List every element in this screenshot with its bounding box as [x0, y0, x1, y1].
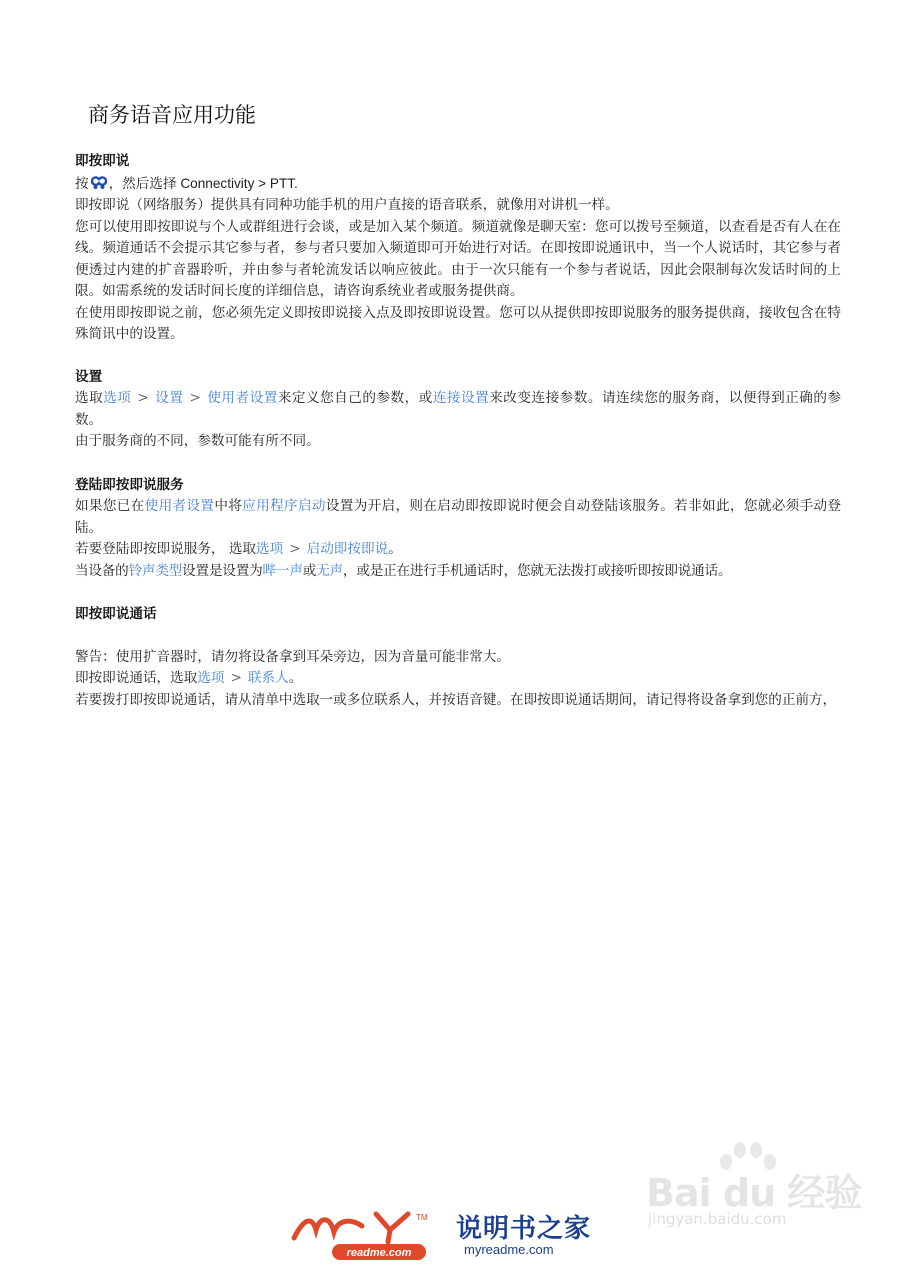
logo-badge-text: readme.com: [346, 1247, 412, 1259]
paragraph: 若要登陆即按即说服务， 选取选项 > 启动即按即说。: [75, 541, 402, 557]
link-contacts[interactable]: 联系人: [247, 670, 289, 686]
path-separator: >: [289, 541, 301, 557]
paragraph: 选取选项 > 设置 > 使用者设置来定义您自己的参数，或连接设置来改变连接参数。请连续您的服务商，以便得到正确的参数。: [75, 390, 842, 428]
paragraph: 在使用即按即说之前，您必须先定义即按即说接入点及即按即说设置。您可以从提供即按即说服务的服务提供商，接收包含在特殊简讯中的设置。: [75, 304, 841, 342]
section-heading-ptt-calls: 即按即说通话: [75, 606, 157, 622]
link-ringing-type[interactable]: 铃声类型: [128, 562, 183, 579]
link-silent[interactable]: 无声: [316, 562, 343, 579]
logo-cn-title: 说明书之家: [456, 1214, 592, 1244]
paragraph: 当设备的铃声类型设置是设置为哔一声或无声，或是正在进行手机通话时，您就无法拨打或接听即按即说通话。: [75, 562, 732, 579]
paragraph: 您可以使用即按即说与个人或群组进行会谈，或是加入某个频道。频道就像是聊天室：您可以拨号至频道，以查看是否有人在在线。频道通话不会提示其它参与者，参与者只要加入频道即可开始进行对话。在即按即说通讯中，当一个人说话时，其它参与者便透过内建的扩音器聆听，并由参与者轮流发话以响应彼此。由于一次只能有一个参与者说话，因此会限制每次发话时间的上限。如需系统的发话时间长度的详细信息，请咨询系统业者或服务提供商。: [75, 218, 841, 299]
path-separator: >: [137, 390, 149, 406]
page-title: 商务语音应用功能: [88, 103, 256, 127]
path-separator: >: [189, 390, 201, 406]
link-options[interactable]: 选项: [103, 390, 132, 406]
path-separator: >: [230, 670, 242, 686]
watermark-brand: Bai du 经验: [646, 1171, 862, 1215]
logo-cn-url: myreadme.com: [464, 1242, 554, 1257]
watermark-url: jingyan.baidu.com: [648, 1210, 787, 1228]
link-connection-settings[interactable]: 连接设置: [432, 390, 490, 406]
link-settings[interactable]: 设置: [154, 390, 184, 406]
section-heading-ptt: 即按即说: [75, 153, 130, 169]
section-heading-login: 登陆即按即说服务: [75, 476, 184, 493]
link-app-startup[interactable]: 应用程序启动: [242, 498, 326, 514]
link-start-ptt[interactable]: 启动即按即说: [306, 541, 389, 557]
link-beep[interactable]: 哔一声: [262, 562, 303, 579]
menu-key-icon: [90, 176, 108, 190]
paragraph: 由于服务商的不同，参数可能有所不同。: [75, 433, 320, 449]
paragraph: 若要拨打即按即说通话，请从清单中选取一或多位联系人，并按语音键。在即按即说通话期间，请记得将设备拿到您的正前方，: [75, 691, 837, 708]
warning-paragraph: 警告：使用扩音器时，请勿将设备拿到耳朵旁边，因为音量可能非常大。: [75, 648, 510, 665]
shuomingshu-logo: [456, 1208, 606, 1264]
baidu-watermark: [640, 1140, 860, 1240]
myreadme-logo: [290, 1208, 440, 1264]
link-user-settings[interactable]: 使用者设置: [206, 390, 278, 406]
link-options[interactable]: 选项: [197, 670, 225, 686]
link-options[interactable]: 选项: [256, 541, 284, 557]
link-user-settings[interactable]: 使用者设置: [144, 498, 215, 514]
section-heading-settings: 设置: [75, 368, 103, 385]
paragraph: 如果您已在使用者设置中将应用程序启动设置为开启，则在启动即按即说时便会自动登陆该服务。若非如此，您就必须手动登陆。: [75, 498, 842, 536]
paragraph: 即按即说（网络服务）提供具有同种功能手机的用户直接的语音联系，就像用对讲机一样。: [75, 197, 619, 213]
paragraph: 按 ，然后选择 Connectivity > PTT.: [75, 175, 298, 192]
logo-tm: TM: [416, 1213, 428, 1222]
paragraph: 即按即说通话，选取选项 > 联系人。: [75, 670, 303, 686]
document-body: [75, 151, 841, 711]
my-logo-mark: [290, 1208, 440, 1264]
